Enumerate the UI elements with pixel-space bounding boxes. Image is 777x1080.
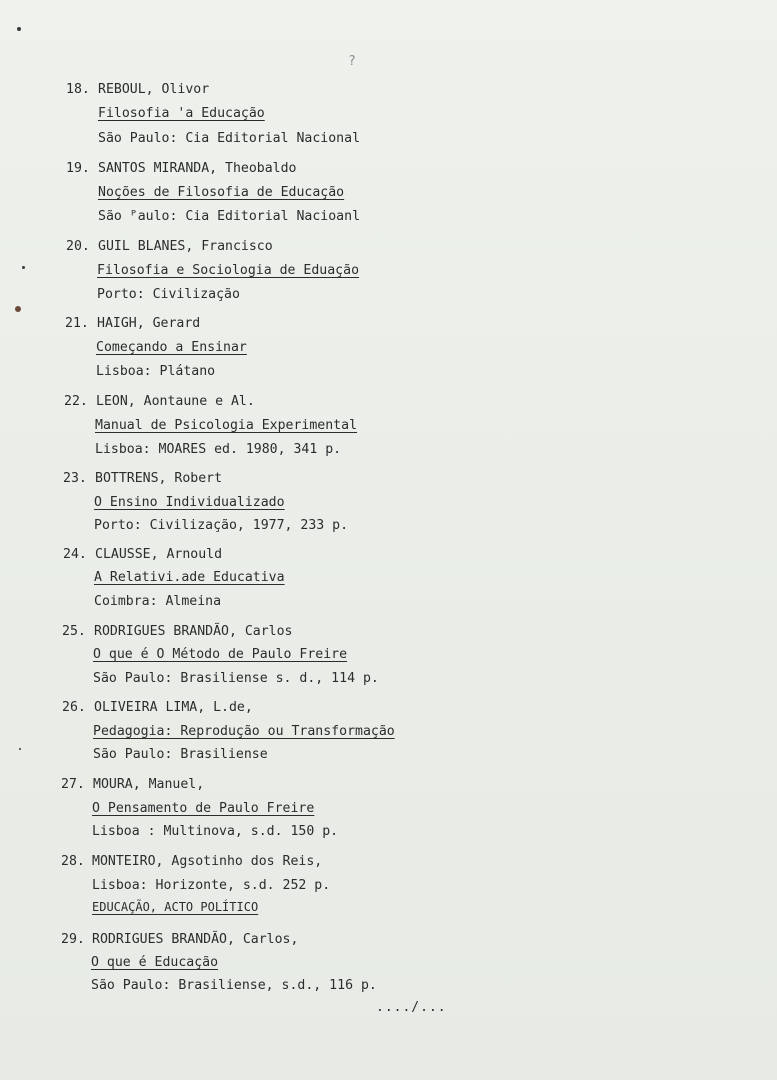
margin-speck: [22, 266, 25, 269]
entry-number: 27.: [61, 777, 85, 792]
entry-number: 26.: [62, 700, 86, 715]
entry-author: RODRIGUES BRANDÃO, Carlos,: [92, 932, 299, 947]
entry-number: 23.: [63, 471, 87, 486]
entry-title: Filosofia 'a Educação: [98, 106, 265, 121]
entry-title: Filosofia e Sociologia de Eduação: [97, 263, 360, 278]
entry-publisher: Porto: Civilização, 1977, 233 p.: [94, 518, 349, 533]
entry-publisher: Porto: Civilização: [97, 287, 240, 302]
entry-title: Pedagogia: Reprodução ou Transformação: [93, 724, 395, 739]
entry-number: 24.: [63, 547, 87, 562]
entry-publisher: Lisboa: MOARES ed. 1980, 341 p.: [95, 442, 342, 457]
entry-title: EDUCAÇÃO, ACTO POLÍTICO: [92, 900, 259, 914]
page-number-mark: ?: [348, 54, 356, 69]
entry-title: Manual de Psicologia Experimental: [95, 418, 358, 433]
entry-title: O Ensino Individualizado: [94, 495, 285, 510]
entry-publisher: Lisboa : Multinova, s.d. 150 p.: [92, 824, 339, 839]
entry-title: O que é Educação: [91, 955, 219, 970]
entry-author: RODRIGUES BRANDÃO, Carlos: [94, 624, 293, 639]
entry-title: Começando a Ensinar: [96, 340, 247, 355]
entry-title: A Relativi.ade Educativa: [94, 570, 285, 585]
entry-author: MONTEIRO, Agsotinho dos Reis,: [92, 854, 323, 869]
entry-publisher: São ᴾaulo: Cia Editorial Nacioanl: [98, 209, 361, 224]
entry-number: 25.: [62, 624, 86, 639]
entry-number: 21.: [65, 316, 89, 331]
entry-publisher: São Paulo: Brasiliense s. d., 114 p.: [93, 671, 379, 686]
entry-publisher: São Paulo: Cia Editorial Nacional: [98, 131, 361, 146]
entry-author: HAIGH, Gerard: [97, 316, 201, 331]
entry-publisher: Lisboa: Plátano: [96, 364, 216, 379]
entry-title: Noções de Filosofia de Educação: [98, 185, 345, 200]
entry-author: GUIL BLANES, Francisco: [98, 239, 273, 254]
continuation-mark: ..../...: [376, 1000, 447, 1015]
margin-speck: [17, 27, 21, 31]
entry-author: OLIVEIRA LIMA, L.de,: [94, 700, 253, 715]
entry-title: O que é O Método de Paulo Freire: [93, 647, 348, 662]
entry-number: 18.: [66, 82, 90, 97]
entry-author: LEON, Aontaune e Al.: [96, 394, 255, 409]
entry-number: 20.: [66, 239, 90, 254]
entry-author: CLAUSSE, Arnould: [95, 547, 223, 562]
entry-number: 28.: [61, 854, 85, 869]
entry-number: 29.: [61, 932, 85, 947]
entry-author: SANTOS MIRANDA, Theobaldo: [98, 161, 297, 176]
entry-number: 19.: [66, 161, 90, 176]
entry-publisher: Lisboa: Horizonte, s.d. 252 p.: [92, 878, 331, 893]
margin-speck: [19, 748, 21, 750]
entry-publisher: São Paulo: Brasiliense, s.d., 116 p.: [91, 978, 377, 993]
entry-publisher: São Paulo: Brasiliense: [93, 747, 268, 762]
margin-speck: [15, 306, 21, 312]
entry-author: MOURA, Manuel,: [93, 777, 205, 792]
entry-author: REBOUL, Olivor: [98, 82, 210, 97]
entry-author: BOTTRENS, Robert: [95, 471, 223, 486]
entry-title: O Pensamento de Paulo Freire: [92, 801, 315, 816]
entry-publisher: Coimbra: Almeina: [94, 594, 222, 609]
entry-number: 22.: [64, 394, 88, 409]
